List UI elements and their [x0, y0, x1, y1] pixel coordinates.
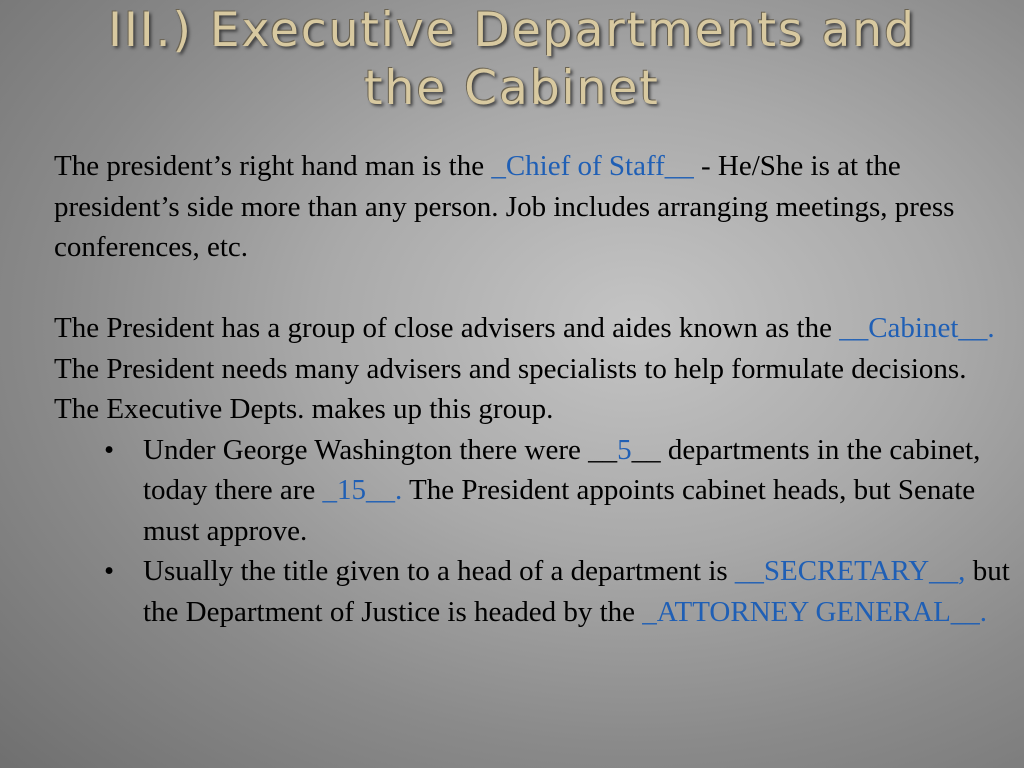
bullet-marker: • — [104, 555, 115, 587]
bullet-text: The President appoints cabinet heads, but Senate must approve. — [143, 474, 976, 547]
bullet-item-departments — [54, 430, 1016, 552]
paragraph-spacer — [54, 268, 1016, 309]
slide-title-line-1: III.) Executive Departments and — [108, 3, 916, 58]
bullet-item-titles — [54, 551, 1016, 632]
bullet-text: Usually the title given to a head of a department is — [143, 555, 735, 587]
paragraph-chief-of-staff — [54, 146, 1016, 268]
slide-title-line-2: the Cabinet — [364, 61, 660, 116]
fill-in-answer: _15__. — [322, 474, 403, 506]
fill-in-answer: 5 — [617, 433, 632, 466]
fill-in-answer: _ATTORNEY GENERAL__. — [642, 595, 988, 628]
slide-body — [54, 146, 1016, 632]
fill-in-answer: _Chief of Staff__ — [491, 150, 694, 182]
fill-in-answer: __SECRETARY__, — [734, 555, 966, 587]
fill-in-answer: __Cabinet__. — [839, 312, 995, 344]
paragraph-cabinet — [54, 308, 1016, 430]
bullet-marker: • — [104, 433, 115, 466]
slide-title — [40, 2, 984, 118]
bullet-list — [54, 430, 1016, 633]
paragraph-text: The President needs many advisers and specialists to help formulate decisions. The Executive Depts. makes up this group. — [54, 352, 967, 425]
paragraph-text: The president’s right hand man is the — [54, 150, 492, 182]
paragraph-text: The President has a group of close advisers and aides known as the — [54, 312, 840, 344]
bullet-text: but the Department of Justice is headed by the — [143, 555, 1010, 628]
bullet-text: Under George Washington there were __ — [143, 433, 618, 466]
paragraph-text: - He/She is at the president’s side more than any person. Job includes arranging meetings, press conferences, etc. — [54, 150, 955, 263]
bullet-text: __ departments in the cabinet, today there are — [143, 433, 981, 506]
